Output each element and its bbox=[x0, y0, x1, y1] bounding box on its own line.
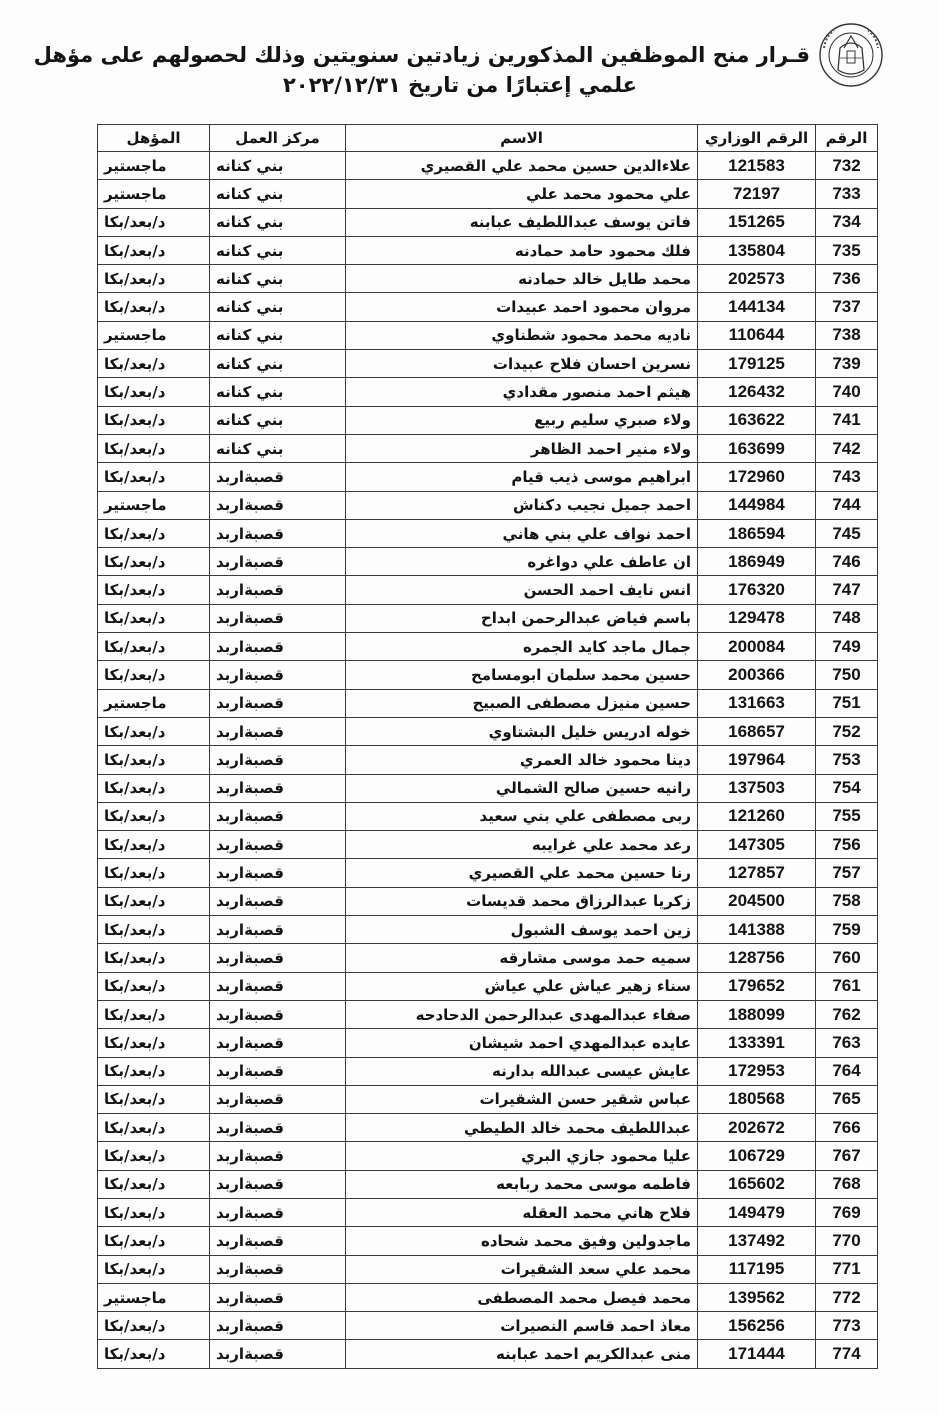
table-row bbox=[98, 1312, 878, 1340]
ministerial-id-cell: 200366 bbox=[698, 661, 816, 689]
table-row bbox=[98, 378, 878, 406]
row-number-cell: 774 bbox=[816, 1340, 878, 1368]
row-number-cell: 740 bbox=[816, 378, 878, 406]
employee-name-cell: انس نايف احمد الحسن bbox=[346, 576, 698, 604]
ministerial-id-cell: 117195 bbox=[698, 1255, 816, 1283]
ministerial-id-cell: 176320 bbox=[698, 576, 816, 604]
ministerial-id-cell: 131663 bbox=[698, 689, 816, 717]
row-number-cell: 750 bbox=[816, 661, 878, 689]
row-number-cell: 743 bbox=[816, 463, 878, 491]
employee-name-cell: فاطمه موسى محمد ربابعه bbox=[346, 1170, 698, 1198]
row-number-cell: 762 bbox=[816, 1000, 878, 1028]
ministerial-id-cell: 172960 bbox=[698, 463, 816, 491]
ministerial-id-cell: 139562 bbox=[698, 1283, 816, 1311]
table-row bbox=[98, 350, 878, 378]
table-row bbox=[98, 463, 878, 491]
table-row bbox=[98, 548, 878, 576]
header-qualification: المؤهل bbox=[98, 125, 210, 152]
table-row bbox=[98, 1029, 878, 1057]
table-row bbox=[98, 434, 878, 462]
work-center-cell: قصبةاربد bbox=[210, 604, 346, 632]
work-center-cell: قصبةاربد bbox=[210, 463, 346, 491]
row-number-cell: 760 bbox=[816, 944, 878, 972]
ministerial-id-cell: 144984 bbox=[698, 491, 816, 519]
employee-name-cell: مروان محمود احمد عبيدات bbox=[346, 293, 698, 321]
ministerial-id-cell: 202672 bbox=[698, 1114, 816, 1142]
employee-name-cell: حسين محمد سلمان ابومسامح bbox=[346, 661, 698, 689]
work-center-cell: بني كنانه bbox=[210, 236, 346, 264]
table-row bbox=[98, 1227, 878, 1255]
table-row bbox=[98, 236, 878, 264]
row-number-cell: 747 bbox=[816, 576, 878, 604]
qualification-cell: د/بعد/بكا bbox=[98, 746, 210, 774]
employee-name-cell: ربى مصطفى علي بني سعيد bbox=[346, 802, 698, 830]
table-row bbox=[98, 972, 878, 1000]
employee-name-cell: رانيه حسين صالح الشمالي bbox=[346, 774, 698, 802]
employees-table bbox=[97, 124, 878, 1369]
row-number-cell: 764 bbox=[816, 1057, 878, 1085]
row-number-cell: 732 bbox=[816, 152, 878, 180]
header-name: الاسم bbox=[346, 125, 698, 152]
ministerial-id-cell: 137492 bbox=[698, 1227, 816, 1255]
qualification-cell: د/بعد/بكا bbox=[98, 831, 210, 859]
qualification-cell: د/بعد/بكا bbox=[98, 1170, 210, 1198]
row-number-cell: 770 bbox=[816, 1227, 878, 1255]
ministerial-id-cell: 106729 bbox=[698, 1142, 816, 1170]
table-row bbox=[98, 519, 878, 547]
row-number-cell: 737 bbox=[816, 293, 878, 321]
decision-date-line: علمي إعتبارًا من تاريخ ٢٠٢٢/١٢/٣١ bbox=[282, 73, 638, 97]
row-number-cell: 751 bbox=[816, 689, 878, 717]
table-row bbox=[98, 746, 878, 774]
employee-name-cell: عبداللطيف محمد خالد الطيطي bbox=[346, 1114, 698, 1142]
table-row bbox=[98, 406, 878, 434]
employee-name-cell: فلك محمود حامد حمادنه bbox=[346, 236, 698, 264]
qualification-cell: ماجستير bbox=[98, 321, 210, 349]
employee-name-cell: جمال ماجد كايد الجمره bbox=[346, 633, 698, 661]
ministerial-id-cell: 163699 bbox=[698, 434, 816, 462]
qualification-cell: د/بعد/بكا bbox=[98, 1000, 210, 1028]
table-row bbox=[98, 321, 878, 349]
ministerial-id-cell: 137503 bbox=[698, 774, 816, 802]
employee-name-cell: علي محمود محمد علي bbox=[346, 180, 698, 208]
qualification-cell: ماجستير bbox=[98, 1283, 210, 1311]
employee-name-cell: صفاء عبدالمهدى عبدالرحمن الدحادحه bbox=[346, 1000, 698, 1028]
employee-name-cell: رنا حسين محمد علي القصيري bbox=[346, 859, 698, 887]
row-number-cell: 772 bbox=[816, 1283, 878, 1311]
employee-name-cell: هيثم احمد منصور مقدادي bbox=[346, 378, 698, 406]
employee-name-cell: ماجدولين وفيق محمد شحاده bbox=[346, 1227, 698, 1255]
work-center-cell: قصبةاربد bbox=[210, 661, 346, 689]
table-row bbox=[98, 1142, 878, 1170]
employee-name-cell: رعد محمد علي غرايبه bbox=[346, 831, 698, 859]
ministerial-id-cell: 165602 bbox=[698, 1170, 816, 1198]
table-header-row bbox=[98, 125, 878, 152]
ministerial-id-cell: 147305 bbox=[698, 831, 816, 859]
employee-name-cell: حسين منيزل مصطفى الصبيح bbox=[346, 689, 698, 717]
table-row bbox=[98, 859, 878, 887]
ministerial-id-cell: 121260 bbox=[698, 802, 816, 830]
table-row bbox=[98, 1255, 878, 1283]
qualification-cell: د/بعد/بكا bbox=[98, 717, 210, 745]
ministerial-id-cell: 133391 bbox=[698, 1029, 816, 1057]
header-num: الرقم bbox=[816, 125, 878, 152]
ministerial-id-cell: 149479 bbox=[698, 1198, 816, 1226]
employee-name-cell: عايش عيسى عبدالله بدارنه bbox=[346, 1057, 698, 1085]
work-center-cell: قصبةاربد bbox=[210, 859, 346, 887]
row-number-cell: 734 bbox=[816, 208, 878, 236]
qualification-cell: د/بعد/بكا bbox=[98, 293, 210, 321]
employee-name-cell: فاتن يوسف عبداللطيف عبابنه bbox=[346, 208, 698, 236]
work-center-cell: قصبةاربد bbox=[210, 1085, 346, 1113]
row-number-cell: 735 bbox=[816, 236, 878, 264]
table-row bbox=[98, 152, 878, 180]
header-ministerial-id: الرقم الوزاري bbox=[698, 125, 816, 152]
table-row bbox=[98, 265, 878, 293]
employee-name-cell: باسم فياض عبدالرحمن ابداح bbox=[346, 604, 698, 632]
ministerial-id-cell: 197964 bbox=[698, 746, 816, 774]
qualification-cell: د/بعد/بكا bbox=[98, 576, 210, 604]
table-row bbox=[98, 633, 878, 661]
row-number-cell: 753 bbox=[816, 746, 878, 774]
employee-name-cell: زين احمد يوسف الشبول bbox=[346, 916, 698, 944]
work-center-cell: قصبةاربد bbox=[210, 1029, 346, 1057]
qualification-cell: د/بعد/بكا bbox=[98, 887, 210, 915]
row-number-cell: 738 bbox=[816, 321, 878, 349]
work-center-cell: قصبةاربد bbox=[210, 802, 346, 830]
employee-name-cell: ان عاطف علي دواغره bbox=[346, 548, 698, 576]
row-number-cell: 736 bbox=[816, 265, 878, 293]
qualification-cell: د/بعد/بكا bbox=[98, 236, 210, 264]
table-row bbox=[98, 1198, 878, 1226]
work-center-cell: قصبةاربد bbox=[210, 1057, 346, 1085]
employee-name-cell: خوله ادريس خليل البشتاوي bbox=[346, 717, 698, 745]
ministerial-id-cell: 186949 bbox=[698, 548, 816, 576]
qualification-cell: د/بعد/بكا bbox=[98, 463, 210, 491]
jordan-ministry-emblem-icon bbox=[818, 18, 884, 92]
table-row bbox=[98, 491, 878, 519]
qualification-cell: د/بعد/بكا bbox=[98, 1340, 210, 1368]
employee-name-cell: فلاح هاني محمد العقله bbox=[346, 1198, 698, 1226]
employee-name-cell: ولاء منير احمد الظاهر bbox=[346, 434, 698, 462]
table-row bbox=[98, 208, 878, 236]
work-center-cell: بني كنانه bbox=[210, 180, 346, 208]
work-center-cell: قصبةاربد bbox=[210, 519, 346, 547]
qualification-cell: د/بعد/بكا bbox=[98, 378, 210, 406]
employee-name-cell: محمد علي سعد الشقيرات bbox=[346, 1255, 698, 1283]
employee-name-cell: عليا محمود جازي البري bbox=[346, 1142, 698, 1170]
work-center-cell: قصبةاربد bbox=[210, 1340, 346, 1368]
work-center-cell: قصبةاربد bbox=[210, 746, 346, 774]
qualification-cell: د/بعد/بكا bbox=[98, 265, 210, 293]
qualification-cell: د/بعد/بكا bbox=[98, 208, 210, 236]
table-row bbox=[98, 774, 878, 802]
employee-name-cell: معاذ احمد قاسم النصيرات bbox=[346, 1312, 698, 1340]
qualification-cell: ماجستير bbox=[98, 152, 210, 180]
row-number-cell: 757 bbox=[816, 859, 878, 887]
table-row bbox=[98, 1057, 878, 1085]
employee-name-cell: عباس شقير حسن الشقيرات bbox=[346, 1085, 698, 1113]
row-number-cell: 741 bbox=[816, 406, 878, 434]
work-center-cell: بني كنانه bbox=[210, 350, 346, 378]
ministerial-id-cell: 144134 bbox=[698, 293, 816, 321]
employee-name-cell: سميه حمد موسى مشارقه bbox=[346, 944, 698, 972]
work-center-cell: بني كنانه bbox=[210, 378, 346, 406]
table-row bbox=[98, 1283, 878, 1311]
work-center-cell: قصبةاربد bbox=[210, 491, 346, 519]
table-row bbox=[98, 831, 878, 859]
ministerial-id-cell: 163622 bbox=[698, 406, 816, 434]
qualification-cell: د/بعد/بكا bbox=[98, 1198, 210, 1226]
row-number-cell: 733 bbox=[816, 180, 878, 208]
employee-name-cell: عايده عبدالمهدي احمد شيشان bbox=[346, 1029, 698, 1057]
row-number-cell: 744 bbox=[816, 491, 878, 519]
work-center-cell: قصبةاربد bbox=[210, 633, 346, 661]
work-center-cell: بني كنانه bbox=[210, 434, 346, 462]
work-center-cell: قصبةاربد bbox=[210, 1283, 346, 1311]
row-number-cell: 755 bbox=[816, 802, 878, 830]
table-row bbox=[98, 887, 878, 915]
ministerial-id-cell: 200084 bbox=[698, 633, 816, 661]
table-row bbox=[98, 661, 878, 689]
employee-name-cell: محمد طايل خالد حمادنه bbox=[346, 265, 698, 293]
employee-name-cell: دينا محمود خالد العمري bbox=[346, 746, 698, 774]
qualification-cell: د/بعد/بكا bbox=[98, 802, 210, 830]
qualification-cell: د/بعد/بكا bbox=[98, 1085, 210, 1113]
employee-name-cell: علاءالدين حسين محمد علي القصيري bbox=[346, 152, 698, 180]
ministerial-id-cell: 135804 bbox=[698, 236, 816, 264]
qualification-cell: د/بعد/بكا bbox=[98, 972, 210, 1000]
ministerial-id-cell: 204500 bbox=[698, 887, 816, 915]
ministerial-id-cell: 202573 bbox=[698, 265, 816, 293]
row-number-cell: 748 bbox=[816, 604, 878, 632]
work-center-cell: قصبةاربد bbox=[210, 1312, 346, 1340]
ministerial-id-cell: 168657 bbox=[698, 717, 816, 745]
work-center-cell: قصبةاربد bbox=[210, 944, 346, 972]
ministerial-id-cell: 128756 bbox=[698, 944, 816, 972]
work-center-cell: قصبةاربد bbox=[210, 717, 346, 745]
work-center-cell: قصبةاربد bbox=[210, 1198, 346, 1226]
ministerial-id-cell: 121583 bbox=[698, 152, 816, 180]
row-number-cell: 761 bbox=[816, 972, 878, 1000]
header-work-center: مركز العمل bbox=[210, 125, 346, 152]
qualification-cell: د/بعد/بكا bbox=[98, 1227, 210, 1255]
qualification-cell: د/بعد/بكا bbox=[98, 1255, 210, 1283]
qualification-cell: ماجستير bbox=[98, 180, 210, 208]
ministerial-id-cell: 127857 bbox=[698, 859, 816, 887]
qualification-cell: د/بعد/بكا bbox=[98, 434, 210, 462]
table-row bbox=[98, 1000, 878, 1028]
qualification-cell: ماجستير bbox=[98, 689, 210, 717]
work-center-cell: قصبةاربد bbox=[210, 548, 346, 576]
qualification-cell: د/بعد/بكا bbox=[98, 1029, 210, 1057]
table-row bbox=[98, 180, 878, 208]
ministerial-id-cell: 72197 bbox=[698, 180, 816, 208]
row-number-cell: 771 bbox=[816, 1255, 878, 1283]
work-center-cell: قصبةاربد bbox=[210, 831, 346, 859]
qualification-cell: د/بعد/بكا bbox=[98, 1114, 210, 1142]
table-row bbox=[98, 576, 878, 604]
qualification-cell: د/بعد/بكا bbox=[98, 548, 210, 576]
ministerial-id-cell: 179652 bbox=[698, 972, 816, 1000]
employee-name-cell: احمد نواف علي بني هاني bbox=[346, 519, 698, 547]
table-row bbox=[98, 717, 878, 745]
row-number-cell: 745 bbox=[816, 519, 878, 547]
row-number-cell: 759 bbox=[816, 916, 878, 944]
qualification-cell: د/بعد/بكا bbox=[98, 519, 210, 547]
ministerial-id-cell: 126432 bbox=[698, 378, 816, 406]
ministerial-id-cell: 129478 bbox=[698, 604, 816, 632]
row-number-cell: 768 bbox=[816, 1170, 878, 1198]
qualification-cell: د/بعد/بكا bbox=[98, 633, 210, 661]
work-center-cell: قصبةاربد bbox=[210, 576, 346, 604]
qualification-cell: د/بعد/بكا bbox=[98, 1312, 210, 1340]
employee-name-cell: احمد جميل نجيب دكناش bbox=[346, 491, 698, 519]
row-number-cell: 758 bbox=[816, 887, 878, 915]
work-center-cell: قصبةاربد bbox=[210, 1114, 346, 1142]
row-number-cell: 742 bbox=[816, 434, 878, 462]
table-row bbox=[98, 1114, 878, 1142]
qualification-cell: د/بعد/بكا bbox=[98, 859, 210, 887]
ministerial-id-cell: 151265 bbox=[698, 208, 816, 236]
qualification-cell: د/بعد/بكا bbox=[98, 604, 210, 632]
ministerial-id-cell: 141388 bbox=[698, 916, 816, 944]
table-row bbox=[98, 1085, 878, 1113]
work-center-cell: قصبةاربد bbox=[210, 774, 346, 802]
ministerial-id-cell: 188099 bbox=[698, 1000, 816, 1028]
work-center-cell: بني كنانه bbox=[210, 265, 346, 293]
qualification-cell: د/بعد/بكا bbox=[98, 774, 210, 802]
table-row bbox=[98, 293, 878, 321]
table-row bbox=[98, 1170, 878, 1198]
employee-name-cell: ابراهيم موسى ذيب قيام bbox=[346, 463, 698, 491]
ministerial-id-cell: 179125 bbox=[698, 350, 816, 378]
work-center-cell: قصبةاربد bbox=[210, 1255, 346, 1283]
work-center-cell: قصبةاربد bbox=[210, 916, 346, 944]
row-number-cell: 739 bbox=[816, 350, 878, 378]
qualification-cell: ماجستير bbox=[98, 491, 210, 519]
row-number-cell: 765 bbox=[816, 1085, 878, 1113]
table-row bbox=[98, 944, 878, 972]
employee-name-cell: نسرين احسان فلاح عبيدات bbox=[346, 350, 698, 378]
employee-name-cell: زكريا عبدالرزاق محمد قديسات bbox=[346, 887, 698, 915]
qualification-cell: د/بعد/بكا bbox=[98, 406, 210, 434]
table-body bbox=[98, 152, 878, 1369]
row-number-cell: 752 bbox=[816, 717, 878, 745]
work-center-cell: قصبةاربد bbox=[210, 1142, 346, 1170]
ministerial-id-cell: 110644 bbox=[698, 321, 816, 349]
work-center-cell: قصبةاربد bbox=[210, 1000, 346, 1028]
ministerial-id-cell: 180568 bbox=[698, 1085, 816, 1113]
employee-name-cell: ناديه محمد محمود شطناوي bbox=[346, 321, 698, 349]
ministerial-id-cell: 172953 bbox=[698, 1057, 816, 1085]
work-center-cell: قصبةاربد bbox=[210, 1170, 346, 1198]
qualification-cell: د/بعد/بكا bbox=[98, 661, 210, 689]
work-center-cell: بني كنانه bbox=[210, 321, 346, 349]
row-number-cell: 754 bbox=[816, 774, 878, 802]
table-row bbox=[98, 604, 878, 632]
table-row bbox=[98, 1340, 878, 1368]
employee-name-cell: ولاء صبري سليم ربيع bbox=[346, 406, 698, 434]
work-center-cell: قصبةاربد bbox=[210, 1227, 346, 1255]
row-number-cell: 767 bbox=[816, 1142, 878, 1170]
employee-name-cell: سناء زهير عياش علي عياش bbox=[346, 972, 698, 1000]
row-number-cell: 773 bbox=[816, 1312, 878, 1340]
table-row bbox=[98, 689, 878, 717]
table-row bbox=[98, 802, 878, 830]
row-number-cell: 766 bbox=[816, 1114, 878, 1142]
employee-name-cell: محمد فيصل محمد المصطفى bbox=[346, 1283, 698, 1311]
ministerial-id-cell: 186594 bbox=[698, 519, 816, 547]
work-center-cell: بني كنانه bbox=[210, 152, 346, 180]
work-center-cell: بني كنانه bbox=[210, 406, 346, 434]
row-number-cell: 749 bbox=[816, 633, 878, 661]
qualification-cell: د/بعد/بكا bbox=[98, 916, 210, 944]
qualification-cell: د/بعد/بكا bbox=[98, 944, 210, 972]
work-center-cell: قصبةاربد bbox=[210, 689, 346, 717]
row-number-cell: 746 bbox=[816, 548, 878, 576]
document-header bbox=[33, 40, 810, 100]
row-number-cell: 756 bbox=[816, 831, 878, 859]
work-center-cell: بني كنانه bbox=[210, 293, 346, 321]
table-row bbox=[98, 916, 878, 944]
decision-title: قـرار منح الموظفين المذكورين زيادتين سنويتين وذلك لحصولهم على مؤهل bbox=[33, 43, 810, 67]
work-center-cell: قصبةاربد bbox=[210, 972, 346, 1000]
row-number-cell: 763 bbox=[816, 1029, 878, 1057]
qualification-cell: د/بعد/بكا bbox=[98, 350, 210, 378]
work-center-cell: بني كنانه bbox=[210, 208, 346, 236]
work-center-cell: قصبةاربد bbox=[210, 887, 346, 915]
employee-name-cell: منى عبدالكريم احمد عبابنه bbox=[346, 1340, 698, 1368]
row-number-cell: 769 bbox=[816, 1198, 878, 1226]
qualification-cell: د/بعد/بكا bbox=[98, 1142, 210, 1170]
ministerial-id-cell: 156256 bbox=[698, 1312, 816, 1340]
ministerial-id-cell: 171444 bbox=[698, 1340, 816, 1368]
qualification-cell: د/بعد/بكا bbox=[98, 1057, 210, 1085]
